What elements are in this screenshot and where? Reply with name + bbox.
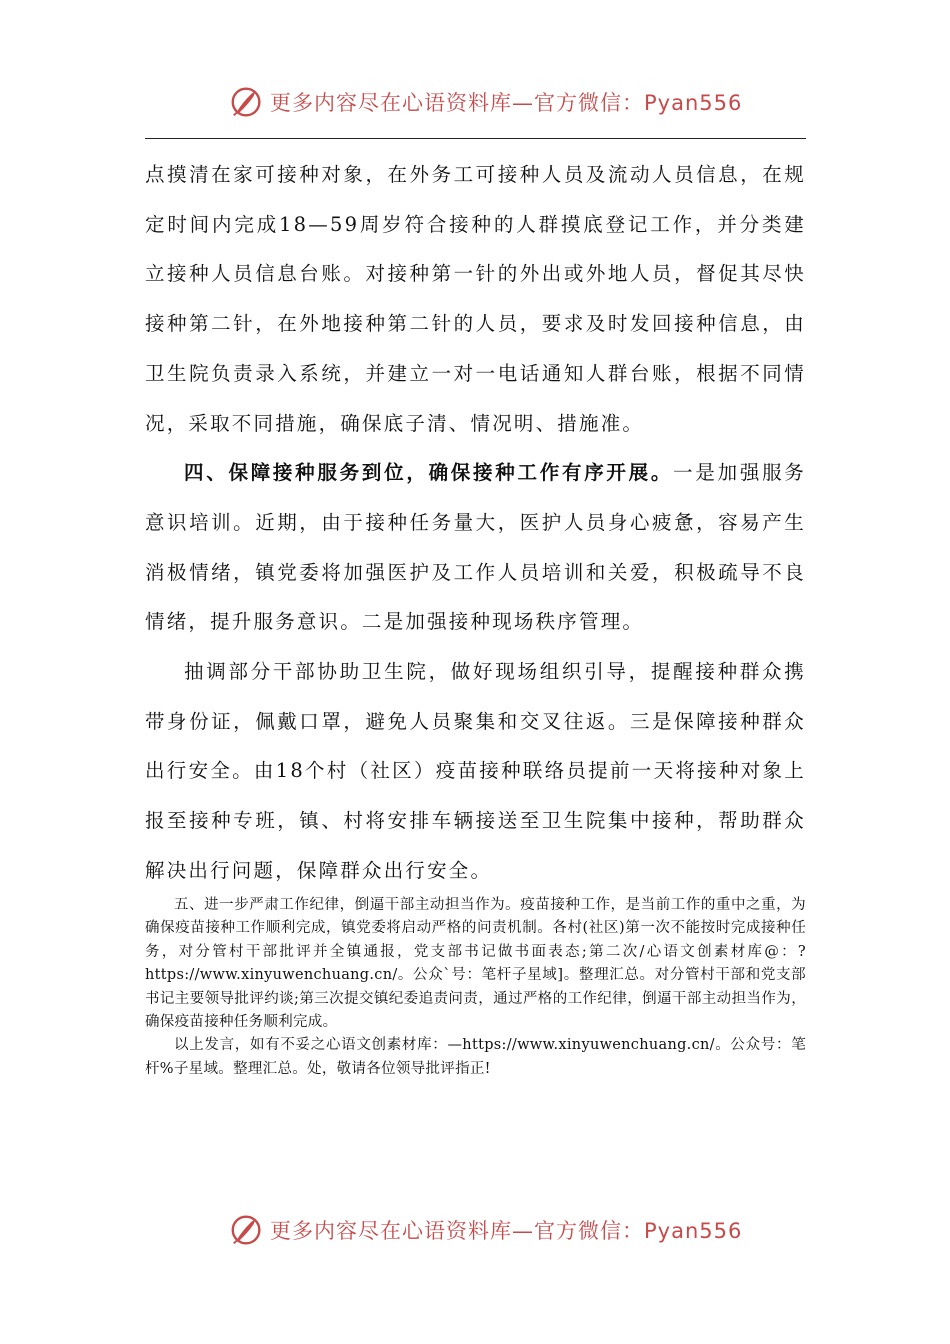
body-paragraph-1: 点摸清在家可接种对象，在外务工可接种人员及流动人员信息，在规定时间内完成18—59周岁符合接种的人群摸底登记工作，并分类建立接种人员信息台账。对接种第一针的外出或外地人员，督促其尽快接种第二针，在外地接种第二针的人员，要求及时发回接种信息，由卫生院负责录入系统，并建立一对一电话通知人群台账，根据不同情况，采取不同措施，确保底子清、情况明、措施准。 (145, 163, 806, 435)
header-divider (145, 138, 806, 139)
main-body (145, 150, 806, 896)
pen-logo-icon (228, 1211, 266, 1249)
pen-logo-icon (228, 83, 266, 121)
body-paragraph-2 (145, 448, 806, 647)
small-paragraph-1: 五、进一步严肃工作纪律，倒逼干部主动担当作为。疫苗接种工作，是当前工作的重中之重，为确保疫苗接种工作顺利完成，镇党委将启动严格的问责机制。各村(社区)第一次不能按时完成接种任务，对分管村干部批评并全镇通报，党支部书记做书面表态;第二次/心语文创素材库@：?https://www.xinyuwenchuang.cn/。公众`号：笔杆子星域]。整理汇总。对分管村干部和党支部书记主要领导批评约谈;第三次提交镇纪委追责问责，通过严格的工作纪律，倒逼干部主动担当作为，确保疫苗接种任务顺利完成。 (145, 897, 806, 1031)
header-banner-text: 更多内容尽在心语资料库—官方微信：Pyan556 (270, 91, 743, 115)
header-banner (228, 82, 742, 122)
small-body (145, 894, 806, 1081)
footer-banner (228, 1210, 742, 1250)
section-heading-4: 四、保障接种服务到位，确保接种工作有序开展。 (184, 461, 674, 485)
body-paragraph-3: 抽调部分干部协助卫生院，做好现场组织引导，提醒接种群众携带身份证，佩戴口罩，避免人员聚集和交叉往返。三是保障接种群众出行安全。由18个村（社区）疫苗接种联络员提前一天将接种对象上报至接种专班，镇、村将安排车辆接送至卫生院集中接种，帮助群众解决出行问题，保障群众出行安全。 (145, 660, 806, 882)
footer-banner-text: 更多内容尽在心语资料库—官方微信：Pyan556 (270, 1219, 743, 1243)
section-text-4: 一是加强服务意识培训。近期，由于接种任务量大，医护人员身心疲惫，容易产生消极情绪，镇党委将加强医护及工作人员培训和关爱，积极疏导不良情绪，提升服务意识。二是加强接种现场秩序管理。 (145, 461, 807, 634)
small-paragraph-2: 以上发言，如有不妥之心语文创素材库：—https://www.xinyuwenchuang.cn/。公众号：笔杆%子星域。整理汇总。处，敬请各位领导批评指正! (145, 1037, 806, 1077)
